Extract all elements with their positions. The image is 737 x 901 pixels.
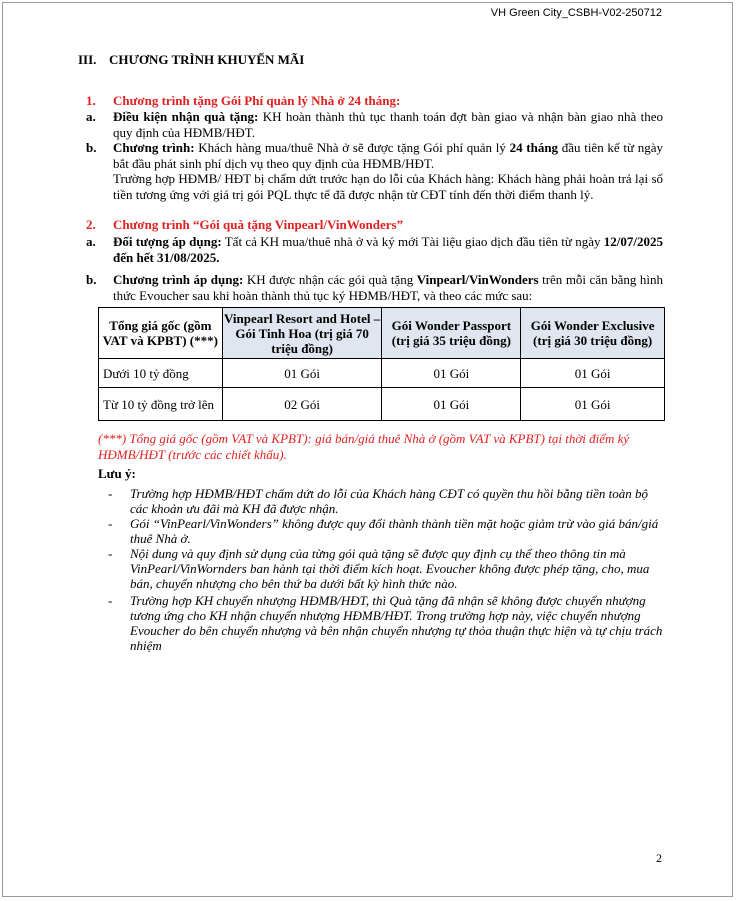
table-header-cell: Vinpearl Resort and Hotel – Gói Tinh Hoa (trị giá 70 triệu đồng) [222, 308, 382, 359]
table-header-row [99, 308, 665, 359]
program1-b-text [113, 140, 663, 172]
gift-table [98, 307, 665, 421]
program1-b-bold: Chương trình: [113, 140, 195, 155]
program1-a-text [113, 109, 663, 141]
program2-b-text [113, 272, 663, 304]
program2-b-bold2: Vinpearl/VinWonders [416, 272, 539, 287]
program2-heading [86, 217, 403, 233]
program1-title: Chương trình tặng Gói Phí quản lý Nhà ở 24 tháng: [113, 93, 401, 108]
program1-b-bold2: 24 tháng [509, 140, 559, 155]
section-number: III. [78, 52, 97, 67]
program1-heading [86, 93, 400, 109]
table-cell: 01 Gói [222, 359, 382, 388]
program2-number: 2. [86, 217, 96, 232]
table-header-cell: Tổng giá gốc (gồm VAT và KPBT) (***) [99, 308, 223, 359]
program2-a-bold: Đối tượng áp dụng: [113, 234, 222, 249]
program2-a-bold2: 12/07/2025 đến hết 31/08/2025. [113, 234, 663, 265]
section-title: CHƯƠNG TRÌNH KHUYẾN MÃI [109, 52, 305, 67]
table-cell: Dưới 10 tỷ đồng [99, 359, 223, 388]
program1-b-body1: Khách hàng mua/thuê Nhà ở sẽ được tặng Gói phí quản lý [194, 140, 510, 155]
table-row [99, 359, 665, 388]
section-heading [78, 52, 304, 68]
program2-a-label: a. [86, 234, 96, 249]
list-item: Trường hợp KH chuyển nhượng HĐMB/HĐT, thì Quà tặng đã nhận sẽ không được chuyển nhượng tương ứng cho KH nhận chuyển nhượng HĐMB/HĐT. Trong trường hợp này, việc chuyển nhượng Evoucher do bên chuyển nhượng và bên nhận chuyển nhượng tự thỏa thuận thực hiện và tự chịu trách nhiệm [130, 593, 663, 653]
program2-b-label: b. [86, 272, 97, 287]
table-cell: 01 Gói [382, 388, 521, 421]
program1-b-text3: Trường hợp HĐMB/ HĐT bị chấm dứt trước hạn do lỗi của Khách hàng: Khách hàng phải hoàn trả lại số tiền tương ứng với giá trị gói PQL thực tế đã được nhận từ CĐT tính đến thời điểm thanh lý. [113, 171, 663, 202]
list-item: Nội dung và quy định sử dụng của từng gói quà tặng sẽ được quy định cụ thể theo thông tin mà VinPearl/VinWornders ban hành tại thời điểm kích hoạt. Evoucher không được phép tặng, cho, mua bán, chuyển nhượng cho bên thứ ba dưới bất kỳ hình thức nào. [130, 546, 650, 591]
table-header-cell: Gói Wonder Passport (trị giá 35 triệu đồng) [382, 308, 521, 359]
bullet-mark: - [108, 516, 113, 531]
table-header-cell: Gói Wonder Exclusive (trị giá 30 triệu đồng) [521, 308, 665, 359]
program1-a-bold: Điều kiện nhận quà tặng: [113, 109, 259, 124]
bullet-mark: - [108, 486, 113, 501]
table-cell: 01 Gói [521, 388, 665, 421]
program2-a-text [113, 234, 663, 266]
program2-b-body2: trên mỗi căn bằng hình thức Evoucher sau khi hoàn thành thủ tục ký HĐMB/HĐT, và theo các mức sau: [113, 272, 663, 303]
table-cell: Từ 10 tỷ đồng trở lên [99, 388, 223, 421]
table-cell: 02 Gói [222, 388, 382, 421]
bullet-mark: - [108, 593, 113, 608]
program1-number: 1. [86, 93, 96, 108]
document-id: VH Green City_CSBH-V02-250712 [490, 7, 662, 19]
program2-b-body1: KH được nhận các gói quà tặng [243, 272, 417, 287]
list-item: Trường hợp HĐMB/HĐT chấm dứt do lỗi của Khách hàng CĐT có quyền thu hồi bằng tiền toàn bộ các khoản ưu đãi mà KH đã được nhận. [130, 486, 648, 516]
table-footnote: (***) Tổng giá gốc (gồm VAT và KPBT): giá bán/giá thuê Nhà ở (gồm VAT và KPBT) tại thời điểm ký HĐMB/HĐT (trước các chiết khấu). [98, 431, 630, 462]
program2-title: Chương trình “Gói quà tặng Vinpearl/VinWonders” [113, 217, 404, 232]
program1-a-body: KH hoàn thành thủ tục thanh toán đợt bàn giao và nhận bàn giao nhà theo quy định của HĐMB/HĐT. [113, 109, 663, 140]
list-item: Gói “VinPearl/VinWonders” không được quy đổi thành thành tiền mặt hoặc giảm trừ vào giá bán/giá thuê Nhà ở. [130, 516, 659, 546]
program1-a-label: a. [86, 109, 96, 124]
bullet-mark: - [108, 546, 113, 561]
program1-b-label: b. [86, 140, 97, 155]
notes-heading: Lưu ý: [98, 466, 136, 481]
program2-a-body: Tất cả KH mua/thuê nhà ở và ký mới Tài liệu giao dịch đầu tiên từ ngày [221, 234, 604, 249]
program2-b-bold: Chương trình áp dụng: [113, 272, 244, 287]
table-cell: 01 Gói [521, 359, 665, 388]
table-cell: 01 Gói [382, 359, 521, 388]
page-number: 2 [656, 851, 662, 865]
program1-b-body2: đầu tiên kể từ ngày bắt đầu phát sinh phí dịch vụ theo quy định của HĐMB/HĐT. [113, 140, 663, 171]
table-row [99, 388, 665, 421]
